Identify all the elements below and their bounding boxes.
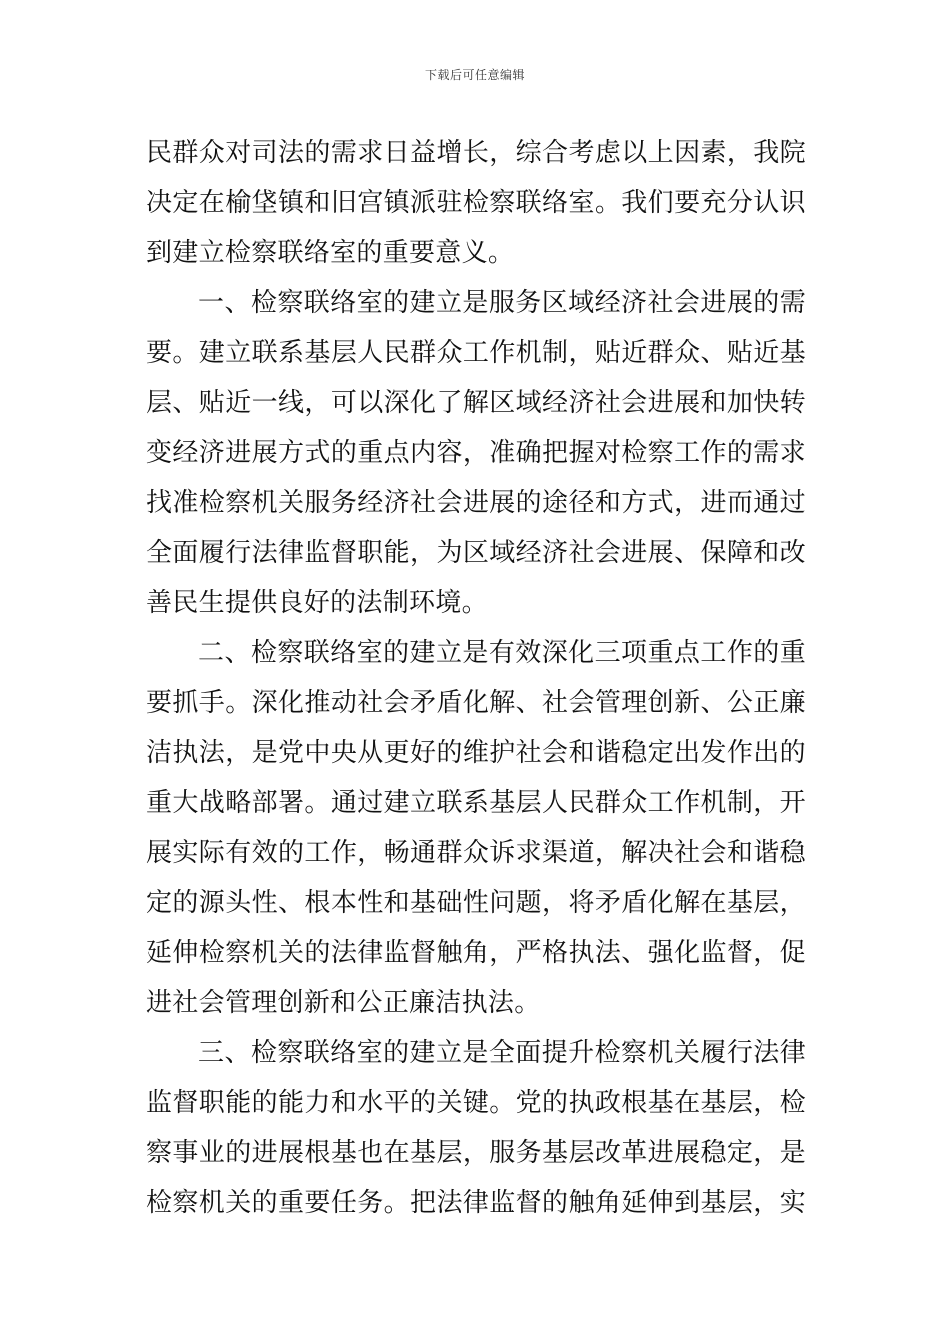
text-line: 重大战略部署。通过建立联系基层人民群众工作机制，开	[146, 788, 806, 818]
text-line: 到建立检察联络室的重要意义。	[146, 238, 515, 268]
text-line: 三、检察联络室的建立是全面提升检察机关履行法律	[198, 1038, 806, 1068]
download-note: 下载后可任意编辑	[424, 68, 525, 82]
body-text	[146, 128, 806, 1228]
text-line: 要抓手。深化推动社会矛盾化解、社会管理创新、公正廉	[146, 688, 806, 718]
text-line: 延伸检察机关的法律监督触角，严格执法、强化监督，促	[146, 938, 806, 968]
text-line: 全面履行法律监督职能，为区域经济社会进展、保障和改	[146, 538, 806, 568]
text-line: 民群众对司法的需求日益增长，综合考虑以上因素，我院	[146, 138, 806, 168]
text-line: 定的源头性、根本性和基础性问题，将矛盾化解在基层，	[146, 888, 806, 918]
text-line: 层、贴近一线，可以深化了解区域经济社会进展和加快转	[146, 388, 806, 418]
text-line: 检察机关的重要任务。把法律监督的触角延伸到基层，实	[146, 1188, 806, 1218]
text-line: 要。建立联系基层人民群众工作机制，贴近群众、贴近基	[146, 338, 806, 368]
text-line: 变经济进展方式的重点内容，准确把握对检察工作的需求	[146, 438, 806, 468]
text-line: 进社会管理创新和公正廉洁执法。	[146, 988, 541, 1018]
text-line: 决定在榆垡镇和旧宫镇派驻检察联络室。我们要充分认识	[146, 188, 806, 218]
text-line: 洁执法，是党中央从更好的维护社会和谐稳定出发作出的	[146, 738, 806, 768]
text-line: 一、检察联络室的建立是服务区域经济社会进展的需	[198, 288, 806, 318]
text-line: 展实际有效的工作，畅通群众诉求渠道，解决社会和谐稳	[146, 838, 806, 868]
text-line: 监督职能的能力和水平的关键。党的执政根基在基层，检	[146, 1088, 806, 1118]
text-line: 找准检察机关服务经济社会进展的途径和方式，进而通过	[146, 488, 806, 518]
text-line: 善民生提供良好的法制环境。	[146, 588, 488, 618]
text-line: 察事业的进展根基也在基层，服务基层改革进展稳定，是	[146, 1138, 806, 1168]
text-line: 二、检察联络室的建立是有效深化三项重点工作的重	[198, 638, 806, 668]
